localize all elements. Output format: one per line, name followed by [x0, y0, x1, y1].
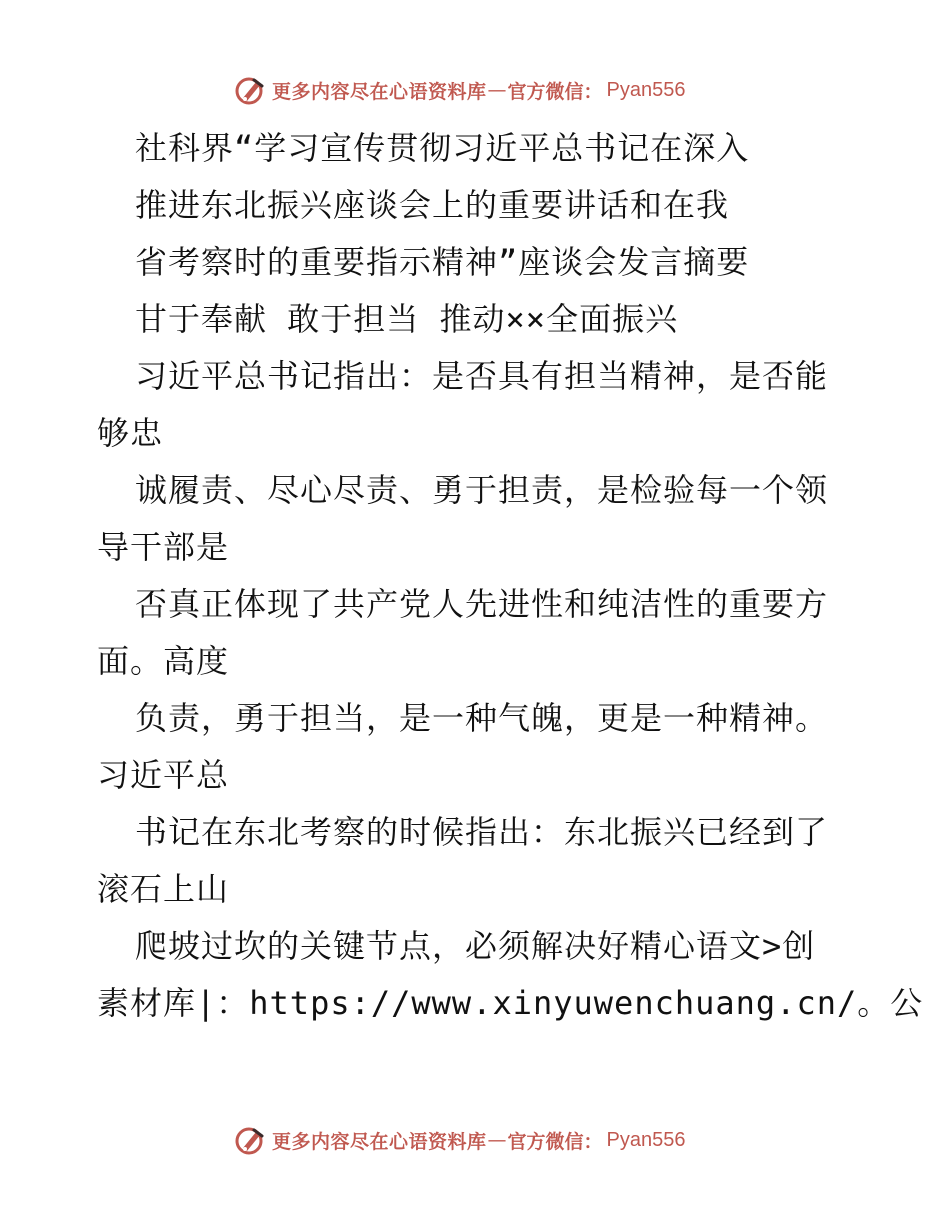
body-line: 习近平总书记指出：是否具有担当精神，是否能 — [135, 357, 829, 395]
footer-dash: — — [487, 1129, 507, 1151]
body-line: 省考察时的重要指示精神”座谈会发言摘要 — [135, 243, 750, 281]
header-brand-text: 更多内容尽在心语资料库 — [272, 80, 487, 103]
body-line: 爬坡过坎的关键节点，必须解决好精心语文>创 — [135, 927, 816, 965]
body-line-wrap: 够忠 — [97, 414, 164, 452]
pen-logo-icon — [234, 74, 266, 106]
header-banner[interactable] — [234, 72, 714, 108]
footer-brand-text: 更多内容尽在心语资料库 — [272, 1130, 487, 1153]
body-line: 推进东北振兴座谈会上的重要讲话和在我 — [135, 186, 730, 224]
header-wechat-id: Pyan556 — [606, 78, 686, 101]
body-line: 诚履责、尽心尽责、勇于担责，是检验每一个领 — [135, 471, 829, 509]
header-wechat-label: 官方微信： — [507, 80, 603, 103]
body-line: 负责，勇于担当，是一种气魄，更是一种精神。 — [135, 699, 829, 737]
footer-banner[interactable] — [234, 1122, 714, 1158]
body-line: 书记在东北考察的时候指出：东北振兴已经到了 — [135, 813, 829, 851]
body-line-wrap: 习近平总 — [97, 756, 230, 794]
document-body — [97, 120, 924, 1032]
footer-wechat-id: Pyan556 — [606, 1128, 686, 1151]
footer-wechat-label: 官方微信： — [507, 1130, 603, 1153]
body-line-subtitle: 甘于奉献 敢于担当 推动××全面振兴 — [135, 300, 679, 338]
body-line-wrap: 导干部是 — [97, 528, 230, 566]
body-line-link[interactable]: 素材库|：https://www.xinyuwenchuang.cn/。公 — [97, 984, 924, 1022]
body-line: 否真正体现了共产党人先进性和纯洁性的重要方 — [135, 585, 829, 623]
body-line-wrap: 面。高度 — [97, 642, 230, 680]
body-line-wrap: 滚石上山 — [97, 870, 230, 908]
body-line: 社科界“学习宣传贯彻习近平总书记在深入 — [135, 129, 750, 167]
pen-logo-icon — [234, 1124, 266, 1156]
header-dash: — — [487, 79, 507, 101]
